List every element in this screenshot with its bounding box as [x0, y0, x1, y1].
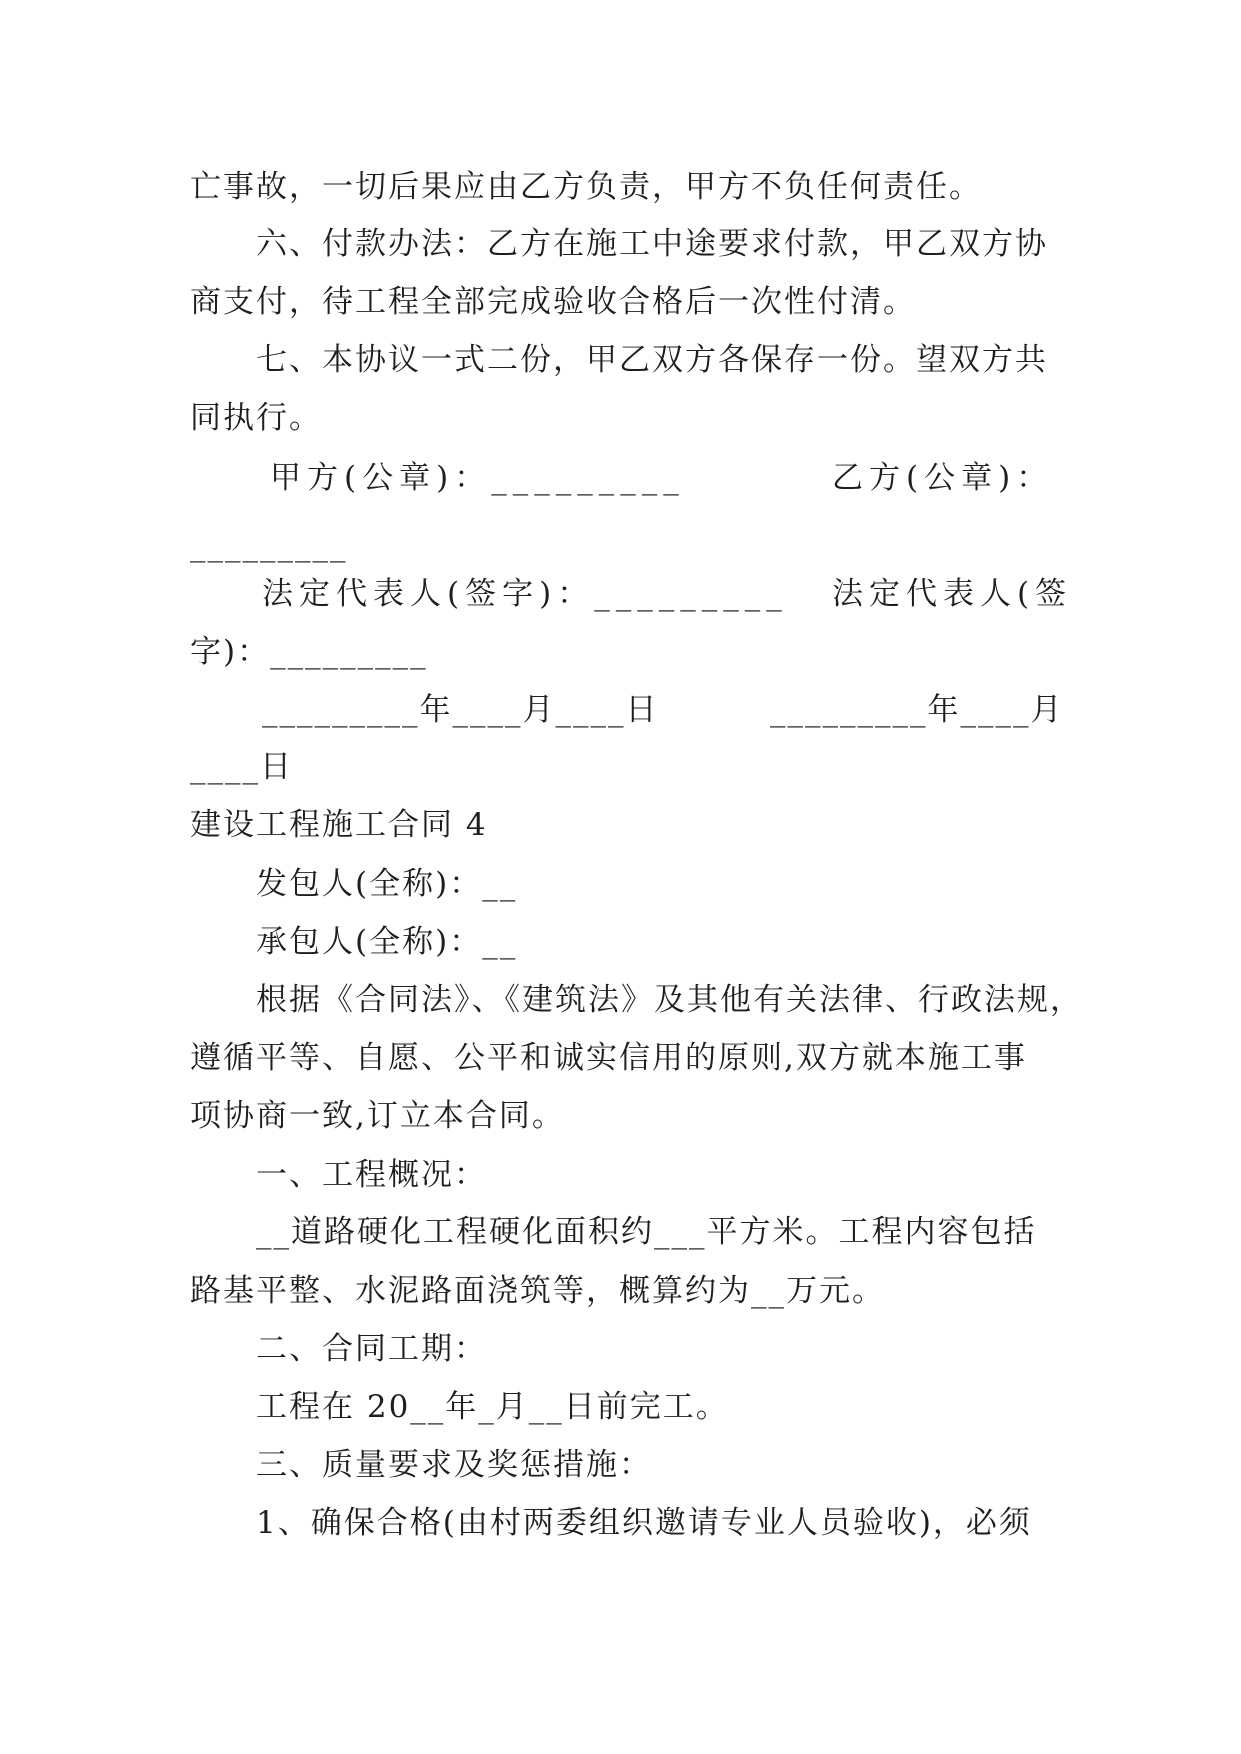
- paragraph-line: 项协商一致,订立本合同。: [190, 1098, 565, 1134]
- party-a-date-line: _________年____月____日: [262, 692, 659, 728]
- paragraph-line: 七、本协议一式二份，甲乙双方各保存一份。望双方共: [256, 342, 1048, 378]
- party-b-date-line: _________年____月: [770, 692, 1064, 728]
- paragraph-line: 路基平整、水泥路面浇筑等，概算约为__万元。: [190, 1273, 885, 1309]
- employer-line: 发包人(全称)：__: [256, 866, 518, 902]
- party-b-seal-line: 乙方(公章)：: [832, 460, 1054, 496]
- paragraph-line: 工程在 20__年_月__日前完工。: [256, 1389, 729, 1425]
- clause-heading: 一、工程概况：: [256, 1157, 487, 1193]
- paragraph-line: 1、确保合格(由村两委组织邀请专业人员验收)，必须: [256, 1505, 1032, 1541]
- paragraph-line: 同执行。: [190, 400, 322, 436]
- section-title: 建设工程施工合同 4: [190, 807, 488, 843]
- signature-blank-line: 字)：_________: [190, 634, 428, 670]
- signature-blank-line: _________: [190, 527, 348, 563]
- contractor-line: 承包人(全称)：__: [256, 924, 518, 960]
- date-continuation-line: ____日: [190, 749, 293, 785]
- paragraph-line: 六、付款办法：乙方在施工中途要求付款，甲乙双方协: [256, 226, 1048, 262]
- clause-heading: 二、合同工期：: [256, 1331, 487, 1367]
- party-a-representative-line: 法定代表人(签字)：_________: [262, 576, 788, 612]
- paragraph-line: 遵循平等、自愿、公平和诚实信用的原则,双方就本施工事: [190, 1040, 1027, 1076]
- paragraph-line: 根据《合同法》、《建筑法》及其他有关法律、行政法规，: [256, 982, 1083, 1018]
- paragraph-line: 亡事故，一切后果应由乙方负责，甲方不负任何责任。: [190, 169, 982, 205]
- clause-heading: 三、质量要求及奖惩措施：: [256, 1447, 652, 1483]
- paragraph-line: 商支付，待工程全部完成验收合格后一次性付清。: [190, 284, 916, 320]
- party-a-seal-line: 甲方(公章)：_________: [270, 460, 685, 496]
- party-b-representative-line: 法定代表人(签: [832, 576, 1073, 612]
- paragraph-line: __道路硬化工程硬化面积约___平方米。工程内容包括: [256, 1214, 1037, 1250]
